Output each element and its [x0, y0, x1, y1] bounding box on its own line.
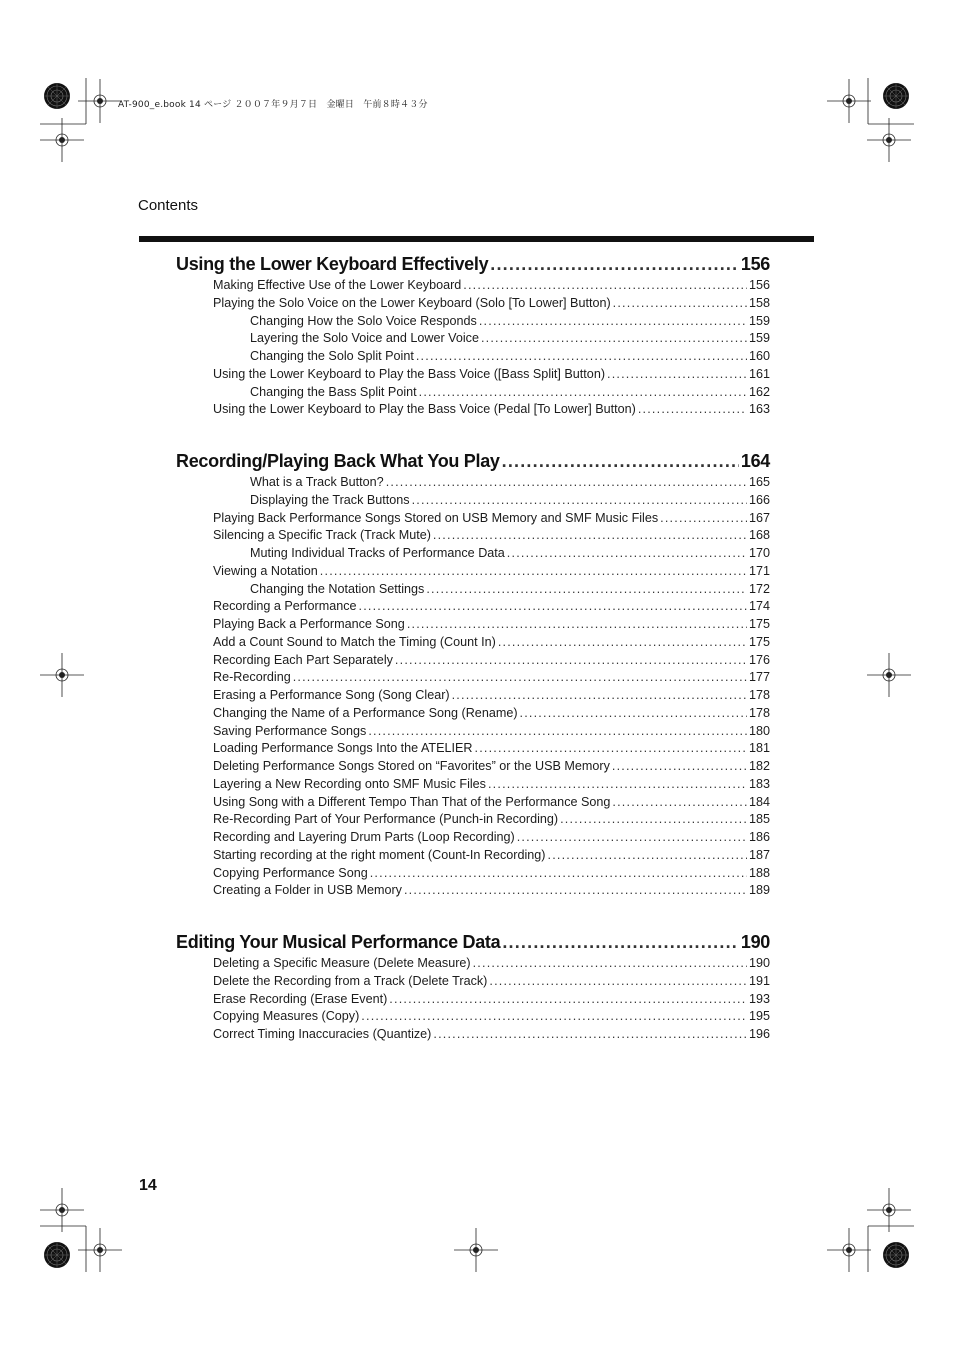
entry-page: 188: [748, 865, 770, 880]
entry-page: 156: [748, 278, 770, 292]
entry-title: Saving Performance Songs: [213, 723, 367, 738]
entry-title: Layering the Solo Voice and Lower Voice: [250, 331, 479, 346]
entry-title: What is a Track Button?: [250, 475, 384, 489]
entry-title: Viewing a Notation: [213, 563, 318, 578]
entry-title: Playing Back a Performance Song: [213, 617, 405, 631]
entry-title: Changing How the Solo Voice Responds: [250, 313, 477, 328]
entry-title: Erasing a Performance Song (Song Clear): [213, 688, 450, 702]
entry-page: 168: [748, 528, 770, 543]
entry-page: 158: [748, 295, 770, 310]
entry-title: Recording and Layering Drum Parts (Loop Recording): [213, 830, 515, 844]
section-page: 156: [740, 254, 770, 274]
section-page: 164: [740, 451, 770, 471]
entry-title: Layering a New Recording onto SMF Music Files: [213, 776, 486, 791]
entry-title: Recording Each Part Separately: [213, 652, 393, 667]
entry-title: Making Effective Use of the Lower Keyboard: [213, 278, 462, 292]
entry-title: Changing the Name of a Performance Song (Rename): [213, 705, 518, 720]
section-page: 190: [740, 932, 770, 952]
entry-page: 162: [748, 384, 770, 399]
entry-page: 161: [748, 366, 770, 381]
running-head: Contents: [138, 197, 199, 214]
entry-page: 193: [748, 991, 770, 1006]
entry-page: 175: [748, 634, 770, 649]
entry-title: Correct Timing Inaccuracies (Quantize): [213, 1027, 432, 1041]
entry-title: Erase Recording (Erase Event): [213, 991, 388, 1006]
entry-title: Using Song with a Different Tempo Than That of the Performance Song: [213, 794, 611, 809]
entry-page: 170: [748, 546, 770, 560]
entry-title: Silencing a Specific Track (Track Mute): [213, 528, 431, 543]
entry-page: 190: [748, 956, 770, 970]
entry-title: Displaying the Track Buttons: [250, 492, 410, 507]
entry-page: 175: [748, 617, 770, 631]
entry-page: 185: [748, 812, 770, 827]
entry-title: Playing the Solo Voice on the Lower Keyboard (Solo [To Lower] Button): [213, 295, 611, 310]
entry-page: 178: [748, 688, 770, 702]
entry-page: 171: [748, 563, 770, 578]
page-number: 14: [139, 1177, 157, 1194]
entry-page: 165: [748, 475, 770, 489]
entry-page: 178: [748, 705, 770, 720]
entry-page: 183: [748, 776, 770, 791]
entry-page: 184: [748, 794, 770, 809]
section-title: Recording/Playing Back What You Play: [176, 451, 500, 471]
entry-page: 174: [748, 599, 770, 614]
entry-title: Copying Performance Song: [213, 865, 368, 880]
entry-page: 176: [748, 652, 770, 667]
entry-title: Add a Count Sound to Match the Timing (Count In): [213, 634, 496, 649]
print-header: AT-900_e.book 14 ページ ２００７年９月７日 金曜日 午前８時４３分: [118, 100, 428, 110]
entry-title: Deleting a Specific Measure (Delete Measure): [213, 956, 471, 970]
entry-title: Recording a Performance: [213, 599, 357, 614]
entry-page: 159: [748, 331, 770, 346]
entry-page: 160: [748, 349, 770, 363]
section-title: Editing Your Musical Performance Data: [176, 932, 501, 952]
entry-page: 177: [748, 670, 770, 685]
entry-title: Changing the Solo Split Point: [250, 349, 414, 363]
entry-page: 196: [748, 1027, 770, 1041]
entry-title: Using the Lower Keyboard to Play the Bass Voice ([Bass Split] Button): [213, 366, 606, 381]
entry-page: 172: [748, 581, 770, 596]
entry-page: 167: [748, 510, 770, 525]
entry-page: 181: [748, 741, 770, 756]
entry-page: 159: [748, 313, 770, 328]
entry-title: Re-Recording Part of Your Performance (Punch-in Recording): [213, 812, 559, 827]
entry-title: Playing Back Performance Songs Stored on USB Memory and SMF Music Files: [213, 510, 659, 525]
entry-title: Muting Individual Tracks of Performance Data: [250, 546, 505, 560]
entry-title: Delete the Recording from a Track (Delete Track): [213, 973, 488, 988]
entry-page: 189: [748, 883, 770, 898]
entry-title: Re-Recording: [213, 670, 291, 685]
entry-page: 191: [748, 973, 770, 988]
entry-page: 182: [748, 759, 770, 773]
entry-title: Creating a Folder in USB Memory: [213, 883, 402, 898]
entry-title: Loading Performance Songs Into the ATELIER: [213, 741, 473, 756]
entry-page: 195: [748, 1009, 770, 1024]
entry-title: Using the Lower Keyboard to Play the Bass Voice (Pedal [To Lower] Button): [213, 402, 636, 417]
entry-page: 163: [748, 402, 770, 417]
entry-page: 187: [748, 847, 770, 862]
entry-page: 186: [748, 830, 770, 844]
section-title: Using the Lower Keyboard Effectively: [176, 254, 489, 274]
entry-page: 180: [748, 723, 770, 738]
entry-page: 166: [748, 492, 770, 507]
entry-title: Changing the Bass Split Point: [250, 384, 417, 399]
entry-title: Deleting Performance Songs Stored on “Favorites” or the USB Memory: [213, 759, 610, 773]
entry-title: Changing the Notation Settings: [250, 581, 425, 596]
entry-title: Starting recording at the right moment (Count-In Recording): [213, 847, 546, 862]
entry-title: Copying Measures (Copy): [213, 1009, 360, 1024]
